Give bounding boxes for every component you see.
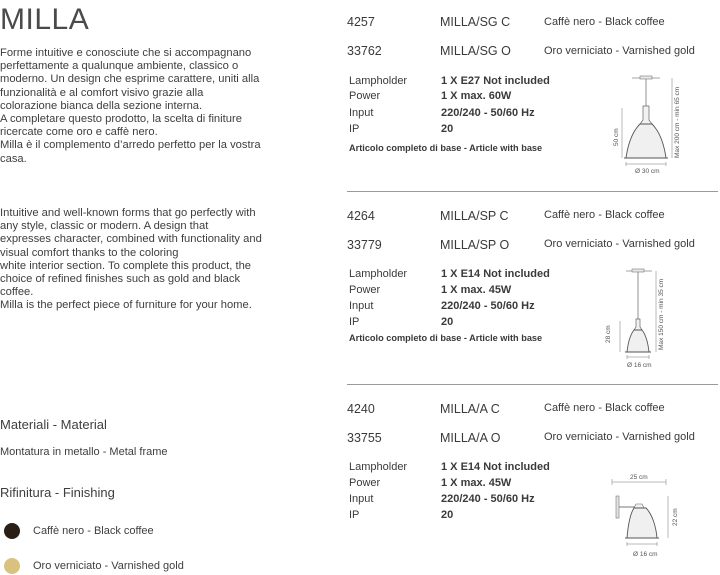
- finish-swatch-black-coffee: [4, 523, 20, 539]
- product-finish: Caffè nero - Black coffee: [544, 402, 665, 414]
- intro-en-paragraph: Intuitive and well-known forms that go perfectly with: [0, 207, 256, 219]
- intro-en-paragraph: any style, classic or modern. A design that expresses character, combined with functionality and visual comfort thanks to the coloring: [0, 220, 262, 259]
- product-note: Articolo completo di base - Article with base: [349, 333, 543, 343]
- product-model: MILLA/SG C: [440, 15, 511, 29]
- spec-value-ip: 20: [441, 123, 454, 135]
- spec-value-power: 1 X max. 60W: [441, 90, 512, 102]
- dimension-height-label: 22 cm: [672, 508, 679, 526]
- product-code: 33755: [347, 431, 382, 445]
- product-code: 4264: [347, 209, 375, 223]
- dimension-diameter-label: Ø 30 cm: [635, 168, 660, 175]
- spec-label-lampholder: Lampholder: [349, 461, 408, 473]
- product-note: Articolo completo di base - Article with base: [349, 143, 543, 153]
- intro-en-paragraph: white interior section. To complete this product, the choice of refined finishes such as gold and black coffee.: [0, 259, 252, 299]
- section-divider: [347, 191, 718, 192]
- pendant-lamp-small-drawing: [600, 263, 696, 375]
- spec-value-ip: 20: [441, 509, 454, 521]
- dimension-diameter-label: Ø 16 cm: [627, 362, 652, 369]
- intro-it-paragraph: Forme intuitive e conosciute che si accompagnano perfettamente a qualunque ambiente, classico o moderno. Un design che esprime carattere, uniti alla funzionalità e al comfort visivo grazie alla colorazione bianca della sezione interna.: [0, 47, 260, 112]
- product-finish: Oro verniciato - Varnished gold: [544, 431, 695, 443]
- product-finish: Caffè nero - Black coffee: [544, 209, 665, 221]
- dimension-total-label: Max 150 cm - min 35 cm: [658, 278, 665, 350]
- product-model: MILLA/SP O: [440, 238, 510, 252]
- dimension-diameter-label: Ø 16 cm: [633, 551, 658, 558]
- product-code: 4240: [347, 402, 375, 416]
- spec-value-lampholder: 1 X E14 Not included: [441, 268, 550, 280]
- intro-en-paragraph: Milla is the perfect piece of furniture for your home.: [0, 299, 252, 312]
- finishing-heading: Rifinitura - Finishing: [0, 485, 115, 500]
- spec-label-ip: IP: [349, 509, 360, 521]
- spec-value-input: 220/240 - 50/60 Hz: [441, 300, 535, 312]
- spec-value-lampholder: 1 X E27 Not included: [441, 75, 550, 87]
- product-finish: Oro verniciato - Varnished gold: [544, 238, 695, 250]
- materials-heading: Materiali - Material: [0, 417, 107, 432]
- spec-label-power: Power: [349, 284, 381, 296]
- pendant-lamp-large-drawing: [602, 68, 698, 180]
- intro-it-paragraph: A completare questo prodotto, la scelta di finiture ricercate come oro e caffè nero.: [0, 113, 242, 139]
- product-code: 33762: [347, 44, 382, 58]
- spec-label-lampholder: Lampholder: [349, 268, 408, 280]
- finish-label-varnished-gold: Oro verniciato - Varnished gold: [33, 560, 184, 572]
- spec-label-input: Input: [349, 300, 374, 312]
- product-code: 33779: [347, 238, 382, 252]
- spec-label-input: Input: [349, 493, 374, 505]
- page-title: MILLA: [0, 3, 90, 36]
- spec-value-power: 1 X max. 45W: [441, 477, 512, 489]
- spec-label-power: Power: [349, 477, 381, 489]
- finish-swatch-varnished-gold: [4, 558, 20, 574]
- product-model: MILLA/A O: [440, 431, 501, 445]
- spec-value-input: 220/240 - 50/60 Hz: [441, 493, 535, 505]
- wall-lamp-drawing: [606, 474, 696, 564]
- product-code: 4257: [347, 15, 375, 29]
- product-model: MILLA/SG O: [440, 44, 511, 58]
- dimension-total-label: Max 200 cm - min 65 cm: [674, 86, 681, 158]
- spec-value-lampholder: 1 X E14 Not included: [441, 461, 550, 473]
- spec-value-ip: 20: [441, 316, 454, 328]
- materials-frame: Montatura in metallo - Metal frame: [0, 446, 168, 458]
- spec-label-ip: IP: [349, 123, 360, 135]
- dimension-projection-label: 25 cm: [630, 474, 648, 481]
- dimension-height-label: 50 cm: [613, 128, 620, 146]
- section-divider: [347, 384, 718, 385]
- product-model: MILLA/A C: [440, 402, 500, 416]
- spec-value-power: 1 X max. 45W: [441, 284, 512, 296]
- spec-value-input: 220/240 - 50/60 Hz: [441, 107, 535, 119]
- spec-label-power: Power: [349, 90, 381, 102]
- dimension-height-label: 28 cm: [605, 325, 612, 343]
- spec-label-input: Input: [349, 107, 374, 119]
- spec-label-lampholder: Lampholder: [349, 75, 408, 87]
- intro-italian: [0, 47, 262, 166]
- finish-label-black-coffee: Caffè nero - Black coffee: [33, 525, 154, 537]
- product-finish: Oro verniciato - Varnished gold: [544, 45, 695, 57]
- intro-it-paragraph: Milla è il complemento d’arredo perfetto per la vostra casa.: [0, 139, 261, 165]
- spec-label-ip: IP: [349, 316, 360, 328]
- intro-english: [0, 207, 262, 313]
- product-model: MILLA/SP C: [440, 209, 509, 223]
- product-finish: Caffè nero - Black coffee: [544, 16, 665, 28]
